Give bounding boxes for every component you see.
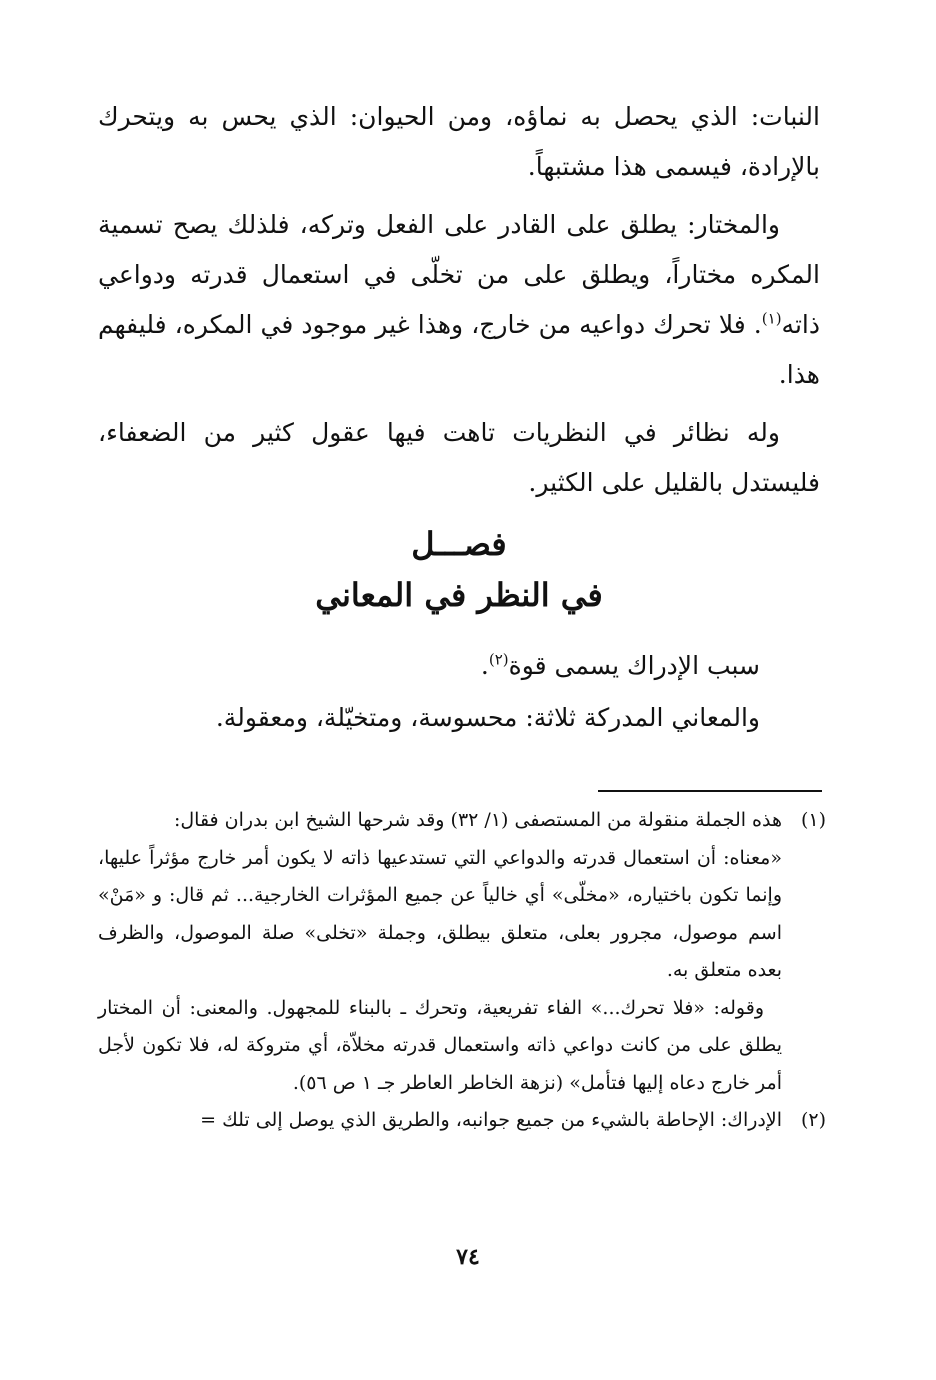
section-subtitle: في النظر في المعاني xyxy=(315,576,603,614)
footnotes xyxy=(98,802,826,1140)
section-line-1-end: . xyxy=(480,651,489,680)
page-number: ٧٤ xyxy=(456,1244,480,1270)
paragraph-3: وله نظائر في النظريات تاهت فيها عقول كثير من الضعفاء، فليستدل بالقليل على الكثير. xyxy=(98,418,820,497)
footnote-1-quote-2: وقوله: «فلا تحرك...» الفاء تفريعية، وتحرك ـ بالبناء للمجهول. والمعنى: أن المختار يطلق على من كانت دواعي ذاته واستعمال قدرته مخلاّة، أي متروكة له، فلا تكون لأجل أمر خارج دعاه إليها فتأمل» (نزهة الخاطر العاطر جـ ١ ص ٥٦). xyxy=(98,996,782,1094)
section-body xyxy=(98,640,820,744)
paragraph-2-text-a: والمختار: يطلق على القادر على الفعل وتركه، فلذلك يصح تسمية المكره مختاراً، ويطلق على من تخلّى في استعمال قدرته ودواعي ذاته xyxy=(98,210,820,339)
footnote-ref-1[interactable]: (١) xyxy=(761,309,782,328)
footnote-2 xyxy=(98,1102,826,1140)
footnote-1-quote: «معناه: أن استعمال قدرته والدواعي التي تستدعيها ذاته لا يكون أمر خارج مؤثراً عليها، وإنما تكون باختياره، «مخلّى» أي خالياً عن جميع المؤثرات الخارجية... ثم قال: و «مَنْ» اسم موصول، مجرور بعلى، متعلق بيطلق، وجملة «تخلى» صلة الموصول، والظرف بعده متعلق به. xyxy=(98,846,782,981)
footnote-1 xyxy=(98,802,826,1102)
footnote-2-text: الإدراك: الإحاطة بالشيء من جميع جوانبه، والطريق الذي يوصل إلى تلك = xyxy=(200,1109,782,1131)
footnote-1-number: (١) xyxy=(800,809,826,831)
paragraph-2 xyxy=(98,200,820,400)
paragraph-2-text-b: . فلا تحرك دواعيه من خارج، وهذا غير موجود في المكره، فليفهم هذا. xyxy=(98,310,820,389)
footnote-separator xyxy=(598,790,822,792)
section-title: فصـــل xyxy=(411,525,507,563)
footnote-ref-2[interactable]: (٢) xyxy=(488,650,509,669)
main-text xyxy=(98,92,820,516)
footnote-2-number: (٢) xyxy=(800,1109,826,1131)
paragraph-1: النبات: الذي يحصل به نماؤه، ومن الحيوان: الذي يحس به ويتحرك بالإرادة، فيسمى هذا مشتبهاً. xyxy=(98,102,820,181)
section-line-1 xyxy=(98,640,820,692)
section-line-1-text: سبب الإدراك يسمى قوة xyxy=(508,651,760,680)
section-heading xyxy=(98,522,820,624)
section-line-2: والمعاني المدركة ثلاثة: محسوسة، ومتخيّلة، ومعقولة. xyxy=(215,703,760,732)
footnote-1-text: هذه الجملة منقولة من المستصفى (١/ ٣٢) وقد شرحها الشيخ ابن بدران فقال: xyxy=(173,809,782,831)
